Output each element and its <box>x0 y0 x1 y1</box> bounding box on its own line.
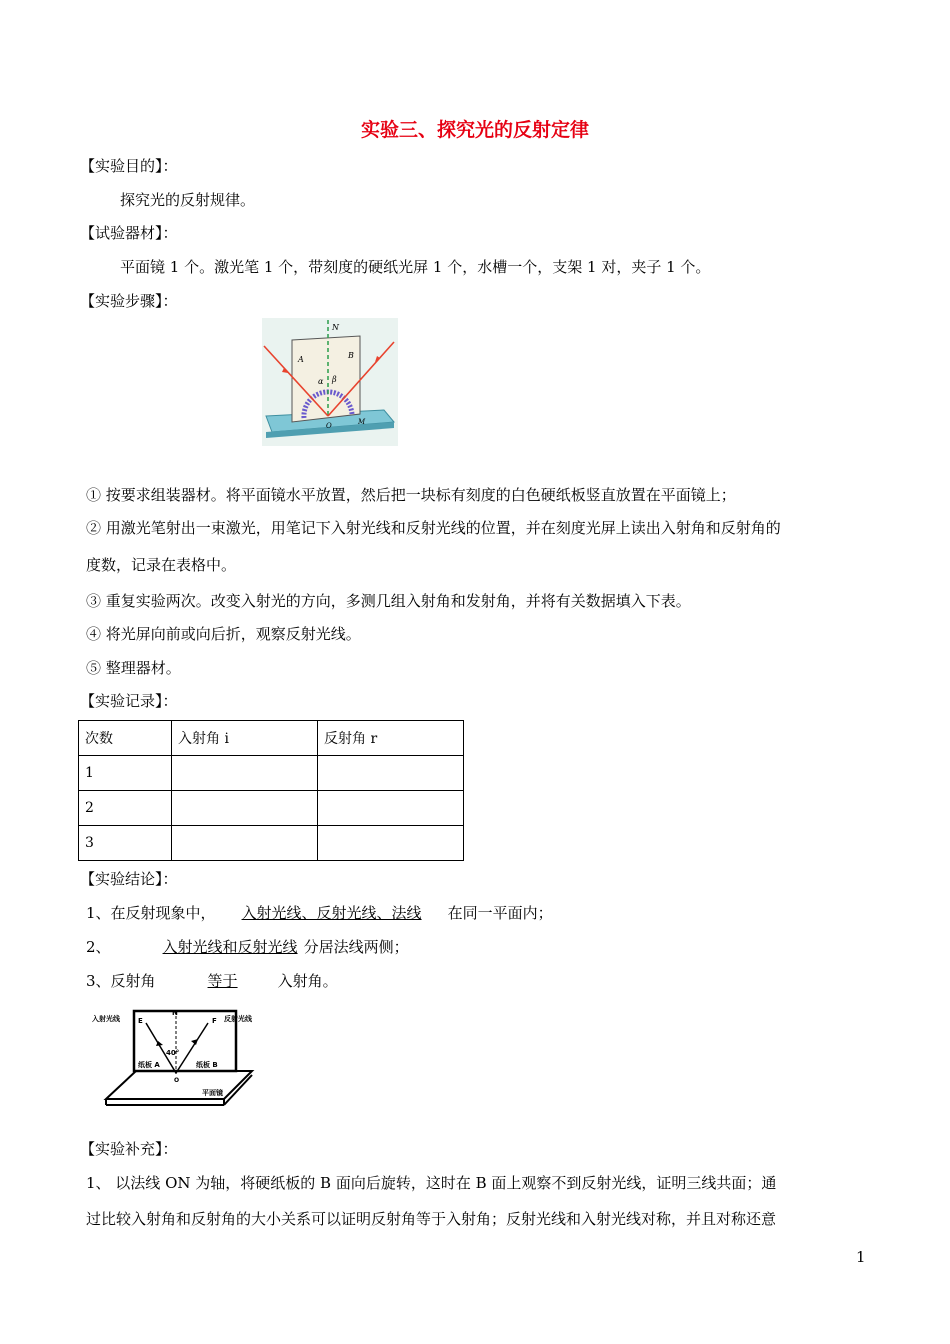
label-o: O <box>174 1077 180 1084</box>
step-2: ② 用激光笔射出一束激光，用笔记下入射光线和反射光线的位置，并在刻度光屏上读出入射角和反射角的 <box>86 519 781 537</box>
step-2-cont: 度数，记录在表格中。 <box>86 556 237 574</box>
table-cell <box>172 791 318 826</box>
label-incident: 入射光线 <box>92 1015 120 1023</box>
label-n: N <box>172 1009 178 1017</box>
record-table <box>78 720 464 861</box>
table-cell <box>172 756 318 791</box>
label-o: O <box>326 422 332 430</box>
label-board-b: 纸板 B <box>196 1061 218 1069</box>
steps-heading: 【实验步骤】： <box>80 292 178 310</box>
conclusion-2 <box>86 936 409 957</box>
purpose-heading: 【实验目的】： <box>80 157 178 175</box>
table-header-row <box>79 721 464 756</box>
step-1: ① 按要求组装器材。将平面镜水平放置，然后把一块标有刻度的白色硬纸板竖直放置在平面镜上； <box>86 486 736 504</box>
table-cell <box>318 826 464 861</box>
label-e: E <box>138 1017 143 1025</box>
record-heading: 【实验记录】： <box>80 692 178 710</box>
label-angle: 40° <box>166 1049 180 1057</box>
conclusion-2-suffix: 分居法线两侧； <box>303 938 409 956</box>
label-a: A <box>298 355 304 364</box>
materials-text: 平面镜 1 个。激光笔 1 个，带刻度的硬纸光屏 1 个，水槽一个，支架 1 对，夹子 1 个。 <box>120 258 711 276</box>
conclusion-2-answer: 入射光线和反射光线 <box>162 938 298 956</box>
conclusion-3-prefix: 3、反射角 <box>86 972 156 990</box>
table-row <box>79 826 464 861</box>
label-board-a: 纸板 A <box>138 1061 160 1069</box>
label-m: M <box>358 418 366 426</box>
page-number: 1 <box>856 1248 866 1266</box>
label-b: B <box>348 351 354 360</box>
table-row <box>79 756 464 791</box>
table-row <box>79 791 464 826</box>
label-mirror: 平面镜 <box>202 1089 223 1097</box>
reflection-diagram <box>92 1003 264 1107</box>
conclusion-3-suffix: 入射角。 <box>277 972 338 990</box>
conclusion-2-prefix: 2、 <box>86 938 111 956</box>
supplement-line-1: 1、 以法线 ON 为轴，将硬纸板的 B 面向后旋转，这时在 B 面上观察不到反射光线，证明三线共面；通 <box>86 1174 777 1192</box>
table-cell: 2 <box>79 791 172 826</box>
supplement-heading: 【实验补充】： <box>80 1140 178 1158</box>
table-header: 反射角 r <box>318 721 464 756</box>
label-reflected: 反射光线 <box>224 1015 252 1023</box>
step-3: ③ 重复实验两次。改变入射光的方向，多测几组入射角和发射角，并将有关数据填入下表。 <box>86 592 691 610</box>
label-beta: β <box>332 375 337 384</box>
purpose-text: 探究光的反射规律。 <box>120 191 256 209</box>
table-cell <box>318 791 464 826</box>
apparatus-figure <box>262 318 398 446</box>
table-header: 入射角 i <box>172 721 318 756</box>
conclusion-heading: 【实验结论】： <box>80 870 178 888</box>
table-cell <box>172 826 318 861</box>
table-cell: 1 <box>79 756 172 791</box>
table-cell: 3 <box>79 826 172 861</box>
label-alpha: α <box>318 377 324 386</box>
conclusion-3 <box>86 970 338 991</box>
conclusion-1-answer: 入射光线、反射光线、法线 <box>241 904 422 922</box>
step-5: ⑤ 整理器材。 <box>86 659 181 677</box>
mirror-outline <box>106 1071 252 1099</box>
page-title: 实验三、探究光的反射定律 <box>360 119 589 141</box>
mirror-side-line <box>224 1075 252 1105</box>
supplement-line-2: 过比较入射角和反射角的大小关系可以证明反射角等于入射角；反射光线和入射光线对称，并且对称还意 <box>86 1210 777 1228</box>
conclusion-1-prefix: 1、在反射现象中， <box>86 904 216 922</box>
conclusion-3-answer: 等于 <box>207 972 238 990</box>
table-header: 次数 <box>79 721 172 756</box>
conclusion-1 <box>86 902 553 923</box>
label-n: N <box>332 323 339 332</box>
step-4: ④ 将光屏向前或向后折，观察反射光线。 <box>86 625 361 643</box>
conclusion-1-suffix: 在同一平面内； <box>447 904 553 922</box>
materials-heading: 【试验器材】： <box>80 224 178 242</box>
table-cell <box>318 756 464 791</box>
label-f: F <box>212 1017 217 1025</box>
paper-board <box>292 336 360 422</box>
